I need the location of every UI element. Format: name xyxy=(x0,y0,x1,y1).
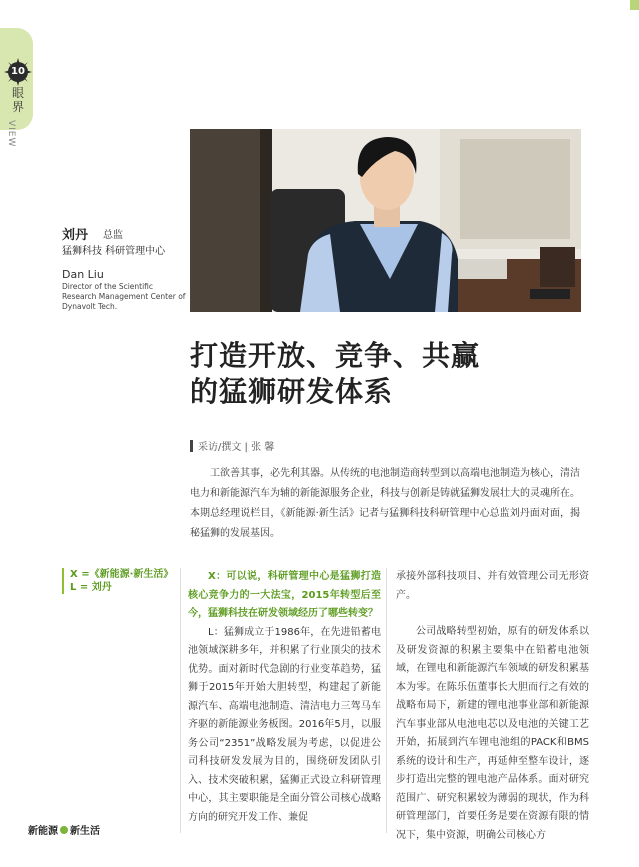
article-headline xyxy=(190,338,520,410)
interview-question: X：可以说，科研管理中心是猛狮打造核心竞争力的一大法宝，2015年转型后至今，猛狮科技在研发领域经历了哪些转变？ xyxy=(188,571,381,619)
profile-en-title: Director of the Scientific Research Management Center of Dynavolt Tech. xyxy=(62,282,186,311)
section-tab xyxy=(0,28,33,148)
magazine-footer-logo xyxy=(28,822,100,837)
profile-title: 总监 xyxy=(103,230,123,241)
answer-continuation: 承接外部科技项目、并有效管理公司无形资产。 xyxy=(396,571,589,601)
column-divider xyxy=(180,568,181,833)
body-column-2 xyxy=(396,568,589,845)
byline xyxy=(190,438,274,453)
speaker-key-l: L = 刘丹 xyxy=(70,582,112,593)
corner-accent xyxy=(630,0,639,10)
body-column-1 xyxy=(188,568,381,827)
section-label: 眼界 xyxy=(12,86,25,114)
speaker-key xyxy=(62,568,180,594)
column-divider xyxy=(386,568,387,833)
interview-answer: L：猛狮成立于1986年，在先进铅蓄电池领域深耕多年，并积累了行业顶尖的技术优势。面对新时代急剧的行业变革趋势，猛狮于2015年开始大胆转型，构建起了新能源汽车、高端电池制造、清洁电力三驾马车齐驱的新能源业务板图。2016年5月，以服务公司“2351”战略发展为考虑，以促进公司科技研发发展为目的，围绕研发团队引入、技术突破积累，猛狮正式设立科研管理中心，其主要职能是全面分管公司核心战略方向的研究开发工作、兼促 xyxy=(188,626,381,823)
footer-right: 新生活 xyxy=(70,826,100,837)
profile-name: 刘丹 xyxy=(62,228,89,243)
headline-line-1: 打造开放、竞争、共赢 xyxy=(190,339,481,372)
byline-text: 采访/撰文 | 张 馨 xyxy=(198,442,275,453)
profile-en-name: Dan Liu xyxy=(62,268,104,281)
speaker-key-x: X =《新能源·新生活》 xyxy=(70,569,174,580)
page-number: 10 xyxy=(8,62,28,82)
portrait-photo xyxy=(190,129,581,312)
section-label-en: VIEW xyxy=(6,120,16,148)
headline-line-2: 的猛狮研发体系 xyxy=(190,375,394,408)
interview-answer-2: 公司战略转型初始，原有的研发体系以及研发资源的积累主要集中在铅蓄电池领域，在锂电和新能源汽车领域的研发积累基本为零。在陈乐伍董事长大胆而行之有效的战略布局下，新建的锂电池事业部和新能源汽车事业部从电池电芯以及电池的关键工艺开始，拓展到汽车锂电池组的PACK和BMS系统的设计和生产，再延伸至整车设计，逐步打造出完整的锂电池产品体系。面对研究范围广、研究积累较为薄弱的现状，作为科研管理部门，首要任务是要在资源有限的情况下，集中资源，明确公司核心方 xyxy=(396,626,589,841)
footer-dot-icon xyxy=(60,826,68,834)
footer-left: 新能源 xyxy=(28,826,58,837)
lead-paragraph: 工欲善其事，必先利其器。从传统的电池制造商转型到以高端电池制造为核心，清洁电力和新能源汽车为辅的新能源服务企业，科技与创新是铸就猛狮发展壮大的灵魂所在。本期总经理说栏目，《新能源·新生活》记者与猛狮科技科研管理中心总监刘丹面对面，揭秘猛狮的发展基因。 xyxy=(190,468,580,539)
byline-marker xyxy=(190,440,193,452)
profile-company: 猛狮科技 科研管理中心 xyxy=(62,246,166,257)
